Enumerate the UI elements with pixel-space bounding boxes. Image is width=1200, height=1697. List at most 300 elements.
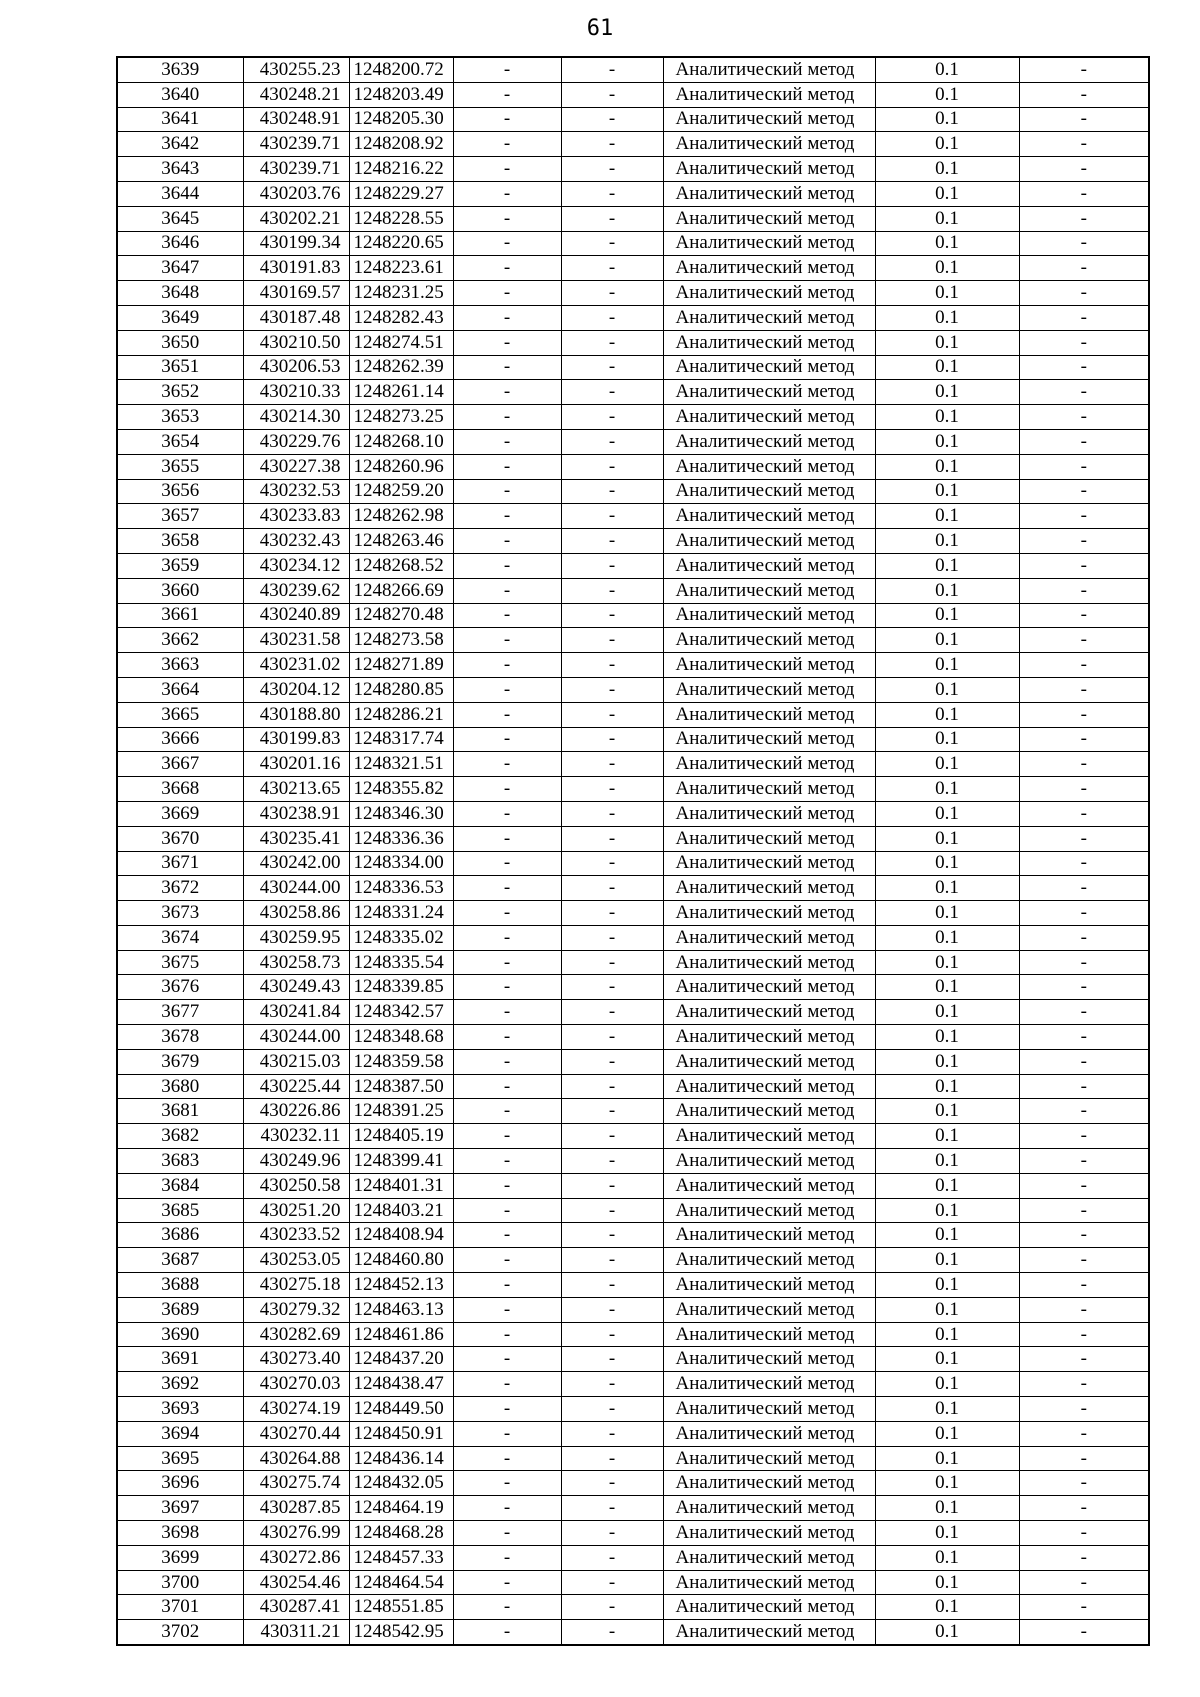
method-cell: Аналитический метод [663, 1322, 875, 1347]
table-row [117, 975, 1149, 1000]
x-coordinate-cell: 430204.12 [243, 677, 349, 702]
point-number-cell: 3678 [117, 1025, 243, 1050]
dash-cell-3: - [1019, 1149, 1149, 1174]
dash-cell-3: - [1019, 1173, 1149, 1198]
accuracy-cell: 0.1 [875, 628, 1019, 653]
x-coordinate-cell: 430232.53 [243, 479, 349, 504]
x-coordinate-cell: 430214.30 [243, 405, 349, 430]
method-cell: Аналитический метод [663, 553, 875, 578]
accuracy-cell: 0.1 [875, 1570, 1019, 1595]
point-number-cell: 3658 [117, 529, 243, 554]
dash-cell-3: - [1019, 727, 1149, 752]
method-cell: Аналитический метод [663, 454, 875, 479]
y-coordinate-cell: 1248259.20 [349, 479, 453, 504]
dash-cell-1: - [453, 752, 561, 777]
x-coordinate-cell: 430279.32 [243, 1297, 349, 1322]
table-row [117, 380, 1149, 405]
table-row [117, 901, 1149, 926]
method-cell: Аналитический метод [663, 1049, 875, 1074]
y-coordinate-cell: 1248452.13 [349, 1273, 453, 1298]
method-cell: Аналитический метод [663, 1397, 875, 1422]
method-cell: Аналитический метод [663, 429, 875, 454]
y-coordinate-cell: 1248331.24 [349, 901, 453, 926]
x-coordinate-cell: 430254.46 [243, 1570, 349, 1595]
x-coordinate-cell: 430311.21 [243, 1620, 349, 1645]
dash-cell-1: - [453, 1273, 561, 1298]
table-row [117, 1620, 1149, 1645]
y-coordinate-cell: 1248205.30 [349, 107, 453, 132]
y-coordinate-cell: 1248408.94 [349, 1223, 453, 1248]
x-coordinate-cell: 430244.00 [243, 876, 349, 901]
y-coordinate-cell: 1248335.02 [349, 925, 453, 950]
y-coordinate-cell: 1248463.13 [349, 1297, 453, 1322]
x-coordinate-cell: 430239.71 [243, 157, 349, 182]
point-number-cell: 3674 [117, 925, 243, 950]
y-coordinate-cell: 1248208.92 [349, 132, 453, 157]
accuracy-cell: 0.1 [875, 82, 1019, 107]
point-number-cell: 3648 [117, 281, 243, 306]
method-cell: Аналитический метод [663, 107, 875, 132]
accuracy-cell: 0.1 [875, 578, 1019, 603]
y-coordinate-cell: 1248268.10 [349, 429, 453, 454]
x-coordinate-cell: 430250.58 [243, 1173, 349, 1198]
point-number-cell: 3675 [117, 950, 243, 975]
point-number-cell: 3647 [117, 256, 243, 281]
dash-cell-2: - [561, 727, 663, 752]
dash-cell-2: - [561, 901, 663, 926]
method-cell: Аналитический метод [663, 1620, 875, 1645]
x-coordinate-cell: 430169.57 [243, 281, 349, 306]
table-row [117, 1496, 1149, 1521]
method-cell: Аналитический метод [663, 504, 875, 529]
dash-cell-1: - [453, 256, 561, 281]
x-coordinate-cell: 430227.38 [243, 454, 349, 479]
point-number-cell: 3654 [117, 429, 243, 454]
table-row [117, 1223, 1149, 1248]
dash-cell-3: - [1019, 355, 1149, 380]
method-cell: Аналитический метод [663, 1099, 875, 1124]
y-coordinate-cell: 1248405.19 [349, 1124, 453, 1149]
table-row [117, 256, 1149, 281]
accuracy-cell: 0.1 [875, 975, 1019, 1000]
dash-cell-2: - [561, 1347, 663, 1372]
y-coordinate-cell: 1248401.31 [349, 1173, 453, 1198]
dash-cell-3: - [1019, 380, 1149, 405]
table-row [117, 727, 1149, 752]
x-coordinate-cell: 430233.83 [243, 504, 349, 529]
y-coordinate-cell: 1248216.22 [349, 157, 453, 182]
dash-cell-2: - [561, 777, 663, 802]
method-cell: Аналитический метод [663, 1223, 875, 1248]
y-coordinate-cell: 1248334.00 [349, 851, 453, 876]
table-row [117, 1397, 1149, 1422]
accuracy-cell: 0.1 [875, 380, 1019, 405]
method-cell: Аналитический метод [663, 1471, 875, 1496]
dash-cell-2: - [561, 628, 663, 653]
point-number-cell: 3686 [117, 1223, 243, 1248]
x-coordinate-cell: 430274.19 [243, 1397, 349, 1422]
x-coordinate-cell: 430201.16 [243, 752, 349, 777]
point-number-cell: 3682 [117, 1124, 243, 1149]
dash-cell-1: - [453, 132, 561, 157]
accuracy-cell: 0.1 [875, 1000, 1019, 1025]
dash-cell-3: - [1019, 851, 1149, 876]
x-coordinate-cell: 430199.83 [243, 727, 349, 752]
x-coordinate-cell: 430225.44 [243, 1074, 349, 1099]
y-coordinate-cell: 1248268.52 [349, 553, 453, 578]
method-cell: Аналитический метод [663, 925, 875, 950]
point-number-cell: 3643 [117, 157, 243, 182]
dash-cell-3: - [1019, 1074, 1149, 1099]
accuracy-cell: 0.1 [875, 504, 1019, 529]
accuracy-cell: 0.1 [875, 479, 1019, 504]
dash-cell-3: - [1019, 677, 1149, 702]
dash-cell-1: - [453, 1620, 561, 1645]
method-cell: Аналитический метод [663, 752, 875, 777]
dash-cell-2: - [561, 1322, 663, 1347]
accuracy-cell: 0.1 [875, 231, 1019, 256]
dash-cell-3: - [1019, 157, 1149, 182]
accuracy-cell: 0.1 [875, 1099, 1019, 1124]
dash-cell-2: - [561, 107, 663, 132]
table-row [117, 529, 1149, 554]
y-coordinate-cell: 1248399.41 [349, 1149, 453, 1174]
dash-cell-1: - [453, 1049, 561, 1074]
x-coordinate-cell: 430287.41 [243, 1595, 349, 1620]
method-cell: Аналитический метод [663, 1273, 875, 1298]
point-number-cell: 3691 [117, 1347, 243, 1372]
table-row [117, 1372, 1149, 1397]
table-row [117, 925, 1149, 950]
dash-cell-2: - [561, 1570, 663, 1595]
y-coordinate-cell: 1248263.46 [349, 529, 453, 554]
point-number-cell: 3670 [117, 826, 243, 851]
x-coordinate-cell: 430241.84 [243, 1000, 349, 1025]
accuracy-cell: 0.1 [875, 1620, 1019, 1645]
point-number-cell: 3672 [117, 876, 243, 901]
y-coordinate-cell: 1248203.49 [349, 82, 453, 107]
dash-cell-1: - [453, 1347, 561, 1372]
y-coordinate-cell: 1248273.25 [349, 405, 453, 430]
table-row [117, 1595, 1149, 1620]
accuracy-cell: 0.1 [875, 1198, 1019, 1223]
point-number-cell: 3652 [117, 380, 243, 405]
x-coordinate-cell: 430251.20 [243, 1198, 349, 1223]
dash-cell-1: - [453, 1372, 561, 1397]
dash-cell-1: - [453, 925, 561, 950]
dash-cell-3: - [1019, 330, 1149, 355]
y-coordinate-cell: 1248220.65 [349, 231, 453, 256]
dash-cell-3: - [1019, 256, 1149, 281]
point-number-cell: 3685 [117, 1198, 243, 1223]
point-number-cell: 3668 [117, 777, 243, 802]
y-coordinate-cell: 1248260.96 [349, 454, 453, 479]
accuracy-cell: 0.1 [875, 603, 1019, 628]
method-cell: Аналитический метод [663, 876, 875, 901]
dash-cell-1: - [453, 1397, 561, 1422]
dash-cell-3: - [1019, 107, 1149, 132]
dash-cell-2: - [561, 157, 663, 182]
dash-cell-3: - [1019, 876, 1149, 901]
point-number-cell: 3701 [117, 1595, 243, 1620]
accuracy-cell: 0.1 [875, 1322, 1019, 1347]
point-number-cell: 3690 [117, 1322, 243, 1347]
dash-cell-3: - [1019, 1372, 1149, 1397]
dash-cell-3: - [1019, 925, 1149, 950]
dash-cell-1: - [453, 330, 561, 355]
dash-cell-2: - [561, 876, 663, 901]
y-coordinate-cell: 1248450.91 [349, 1421, 453, 1446]
accuracy-cell: 0.1 [875, 653, 1019, 678]
x-coordinate-cell: 430238.91 [243, 801, 349, 826]
dash-cell-2: - [561, 1273, 663, 1298]
y-coordinate-cell: 1248228.55 [349, 206, 453, 231]
dash-cell-3: - [1019, 1421, 1149, 1446]
x-coordinate-cell: 430239.71 [243, 132, 349, 157]
dash-cell-1: - [453, 1149, 561, 1174]
y-coordinate-cell: 1248460.80 [349, 1248, 453, 1273]
table-row [117, 1446, 1149, 1471]
table-row [117, 1248, 1149, 1273]
table-row [117, 628, 1149, 653]
dash-cell-3: - [1019, 305, 1149, 330]
point-number-cell: 3699 [117, 1545, 243, 1570]
dash-cell-2: - [561, 925, 663, 950]
dash-cell-2: - [561, 851, 663, 876]
dash-cell-3: - [1019, 752, 1149, 777]
point-number-cell: 3694 [117, 1421, 243, 1446]
dash-cell-2: - [561, 405, 663, 430]
table-row [117, 826, 1149, 851]
x-coordinate-cell: 430259.95 [243, 925, 349, 950]
dash-cell-2: - [561, 975, 663, 1000]
coordinates-table [116, 56, 1150, 1646]
point-number-cell: 3663 [117, 653, 243, 678]
point-number-cell: 3677 [117, 1000, 243, 1025]
method-cell: Аналитический метод [663, 330, 875, 355]
table-row [117, 1273, 1149, 1298]
point-number-cell: 3676 [117, 975, 243, 1000]
x-coordinate-cell: 430275.18 [243, 1273, 349, 1298]
dash-cell-3: - [1019, 1347, 1149, 1372]
point-number-cell: 3656 [117, 479, 243, 504]
point-number-cell: 3684 [117, 1173, 243, 1198]
point-number-cell: 3700 [117, 1570, 243, 1595]
table-row [117, 454, 1149, 479]
dash-cell-3: - [1019, 1595, 1149, 1620]
point-number-cell: 3646 [117, 231, 243, 256]
x-coordinate-cell: 430287.85 [243, 1496, 349, 1521]
table-row [117, 1521, 1149, 1546]
dash-cell-1: - [453, 628, 561, 653]
dash-cell-3: - [1019, 1620, 1149, 1645]
dash-cell-3: - [1019, 1471, 1149, 1496]
dash-cell-2: - [561, 454, 663, 479]
dash-cell-2: - [561, 1198, 663, 1223]
dash-cell-3: - [1019, 1000, 1149, 1025]
point-number-cell: 3662 [117, 628, 243, 653]
point-number-cell: 3693 [117, 1397, 243, 1422]
point-number-cell: 3681 [117, 1099, 243, 1124]
point-number-cell: 3665 [117, 702, 243, 727]
dash-cell-2: - [561, 281, 663, 306]
x-coordinate-cell: 430213.65 [243, 777, 349, 802]
x-coordinate-cell: 430210.50 [243, 330, 349, 355]
method-cell: Аналитический метод [663, 1074, 875, 1099]
x-coordinate-cell: 430248.21 [243, 82, 349, 107]
table-row [117, 1570, 1149, 1595]
method-cell: Аналитический метод [663, 1421, 875, 1446]
x-coordinate-cell: 430244.00 [243, 1025, 349, 1050]
accuracy-cell: 0.1 [875, 1223, 1019, 1248]
dash-cell-3: - [1019, 801, 1149, 826]
method-cell: Аналитический метод [663, 1595, 875, 1620]
dash-cell-3: - [1019, 1297, 1149, 1322]
dash-cell-3: - [1019, 1248, 1149, 1273]
accuracy-cell: 0.1 [875, 429, 1019, 454]
dash-cell-3: - [1019, 1099, 1149, 1124]
x-coordinate-cell: 430249.43 [243, 975, 349, 1000]
dash-cell-1: - [453, 504, 561, 529]
table-row [117, 653, 1149, 678]
y-coordinate-cell: 1248286.21 [349, 702, 453, 727]
table-row [117, 181, 1149, 206]
y-coordinate-cell: 1248262.39 [349, 355, 453, 380]
dash-cell-2: - [561, 1099, 663, 1124]
dash-cell-2: - [561, 1372, 663, 1397]
x-coordinate-cell: 430232.43 [243, 529, 349, 554]
table-row [117, 132, 1149, 157]
accuracy-cell: 0.1 [875, 950, 1019, 975]
dash-cell-3: - [1019, 281, 1149, 306]
dash-cell-3: - [1019, 1198, 1149, 1223]
accuracy-cell: 0.1 [875, 1273, 1019, 1298]
table-row [117, 479, 1149, 504]
x-coordinate-cell: 430210.33 [243, 380, 349, 405]
y-coordinate-cell: 1248348.68 [349, 1025, 453, 1050]
accuracy-cell: 0.1 [875, 925, 1019, 950]
accuracy-cell: 0.1 [875, 553, 1019, 578]
dash-cell-3: - [1019, 1322, 1149, 1347]
dash-cell-1: - [453, 529, 561, 554]
point-number-cell: 3688 [117, 1273, 243, 1298]
accuracy-cell: 0.1 [875, 281, 1019, 306]
y-coordinate-cell: 1248468.28 [349, 1521, 453, 1546]
accuracy-cell: 0.1 [875, 1397, 1019, 1422]
table-row [117, 429, 1149, 454]
y-coordinate-cell: 1248339.85 [349, 975, 453, 1000]
method-cell: Аналитический метод [663, 1372, 875, 1397]
x-coordinate-cell: 430255.23 [243, 57, 349, 82]
dash-cell-2: - [561, 256, 663, 281]
method-cell: Аналитический метод [663, 231, 875, 256]
method-cell: Аналитический метод [663, 1545, 875, 1570]
y-coordinate-cell: 1248387.50 [349, 1074, 453, 1099]
x-coordinate-cell: 430231.58 [243, 628, 349, 653]
dash-cell-1: - [453, 677, 561, 702]
dash-cell-2: - [561, 330, 663, 355]
point-number-cell: 3669 [117, 801, 243, 826]
accuracy-cell: 0.1 [875, 107, 1019, 132]
point-number-cell: 3644 [117, 181, 243, 206]
method-cell: Аналитический метод [663, 206, 875, 231]
y-coordinate-cell: 1248200.72 [349, 57, 453, 82]
y-coordinate-cell: 1248359.58 [349, 1049, 453, 1074]
table-row [117, 851, 1149, 876]
dash-cell-3: - [1019, 1273, 1149, 1298]
dash-cell-3: - [1019, 975, 1149, 1000]
dash-cell-2: - [561, 1025, 663, 1050]
dash-cell-1: - [453, 1521, 561, 1546]
dash-cell-3: - [1019, 1521, 1149, 1546]
point-number-cell: 3702 [117, 1620, 243, 1645]
y-coordinate-cell: 1248282.43 [349, 305, 453, 330]
method-cell: Аналитический метод [663, 405, 875, 430]
dash-cell-2: - [561, 553, 663, 578]
y-coordinate-cell: 1248231.25 [349, 281, 453, 306]
point-number-cell: 3689 [117, 1297, 243, 1322]
dash-cell-1: - [453, 57, 561, 82]
dash-cell-3: - [1019, 578, 1149, 603]
point-number-cell: 3641 [117, 107, 243, 132]
table-row [117, 876, 1149, 901]
dash-cell-2: - [561, 1297, 663, 1322]
dash-cell-3: - [1019, 1124, 1149, 1149]
dash-cell-3: - [1019, 504, 1149, 529]
accuracy-cell: 0.1 [875, 777, 1019, 802]
dash-cell-1: - [453, 305, 561, 330]
point-number-cell: 3640 [117, 82, 243, 107]
dash-cell-1: - [453, 578, 561, 603]
dash-cell-1: - [453, 801, 561, 826]
table-row [117, 1198, 1149, 1223]
dash-cell-2: - [561, 1049, 663, 1074]
accuracy-cell: 0.1 [875, 801, 1019, 826]
accuracy-cell: 0.1 [875, 181, 1019, 206]
point-number-cell: 3667 [117, 752, 243, 777]
table-row [117, 1099, 1149, 1124]
dash-cell-1: - [453, 479, 561, 504]
method-cell: Аналитический метод [663, 132, 875, 157]
table-row [117, 1000, 1149, 1025]
y-coordinate-cell: 1248336.36 [349, 826, 453, 851]
dash-cell-3: - [1019, 429, 1149, 454]
point-number-cell: 3664 [117, 677, 243, 702]
dash-cell-2: - [561, 1446, 663, 1471]
accuracy-cell: 0.1 [875, 206, 1019, 231]
y-coordinate-cell: 1248336.53 [349, 876, 453, 901]
dash-cell-1: - [453, 1124, 561, 1149]
dash-cell-3: - [1019, 405, 1149, 430]
accuracy-cell: 0.1 [875, 1421, 1019, 1446]
method-cell: Аналитический метод [663, 380, 875, 405]
table-row [117, 1124, 1149, 1149]
point-number-cell: 3651 [117, 355, 243, 380]
dash-cell-1: - [453, 1545, 561, 1570]
method-cell: Аналитический метод [663, 281, 875, 306]
dash-cell-2: - [561, 231, 663, 256]
y-coordinate-cell: 1248464.54 [349, 1570, 453, 1595]
method-cell: Аналитический метод [663, 355, 875, 380]
dash-cell-2: - [561, 355, 663, 380]
y-coordinate-cell: 1248432.05 [349, 1471, 453, 1496]
point-number-cell: 3653 [117, 405, 243, 430]
point-number-cell: 3660 [117, 578, 243, 603]
method-cell: Аналитический метод [663, 1124, 875, 1149]
dash-cell-3: - [1019, 454, 1149, 479]
point-number-cell: 3692 [117, 1372, 243, 1397]
dash-cell-2: - [561, 826, 663, 851]
